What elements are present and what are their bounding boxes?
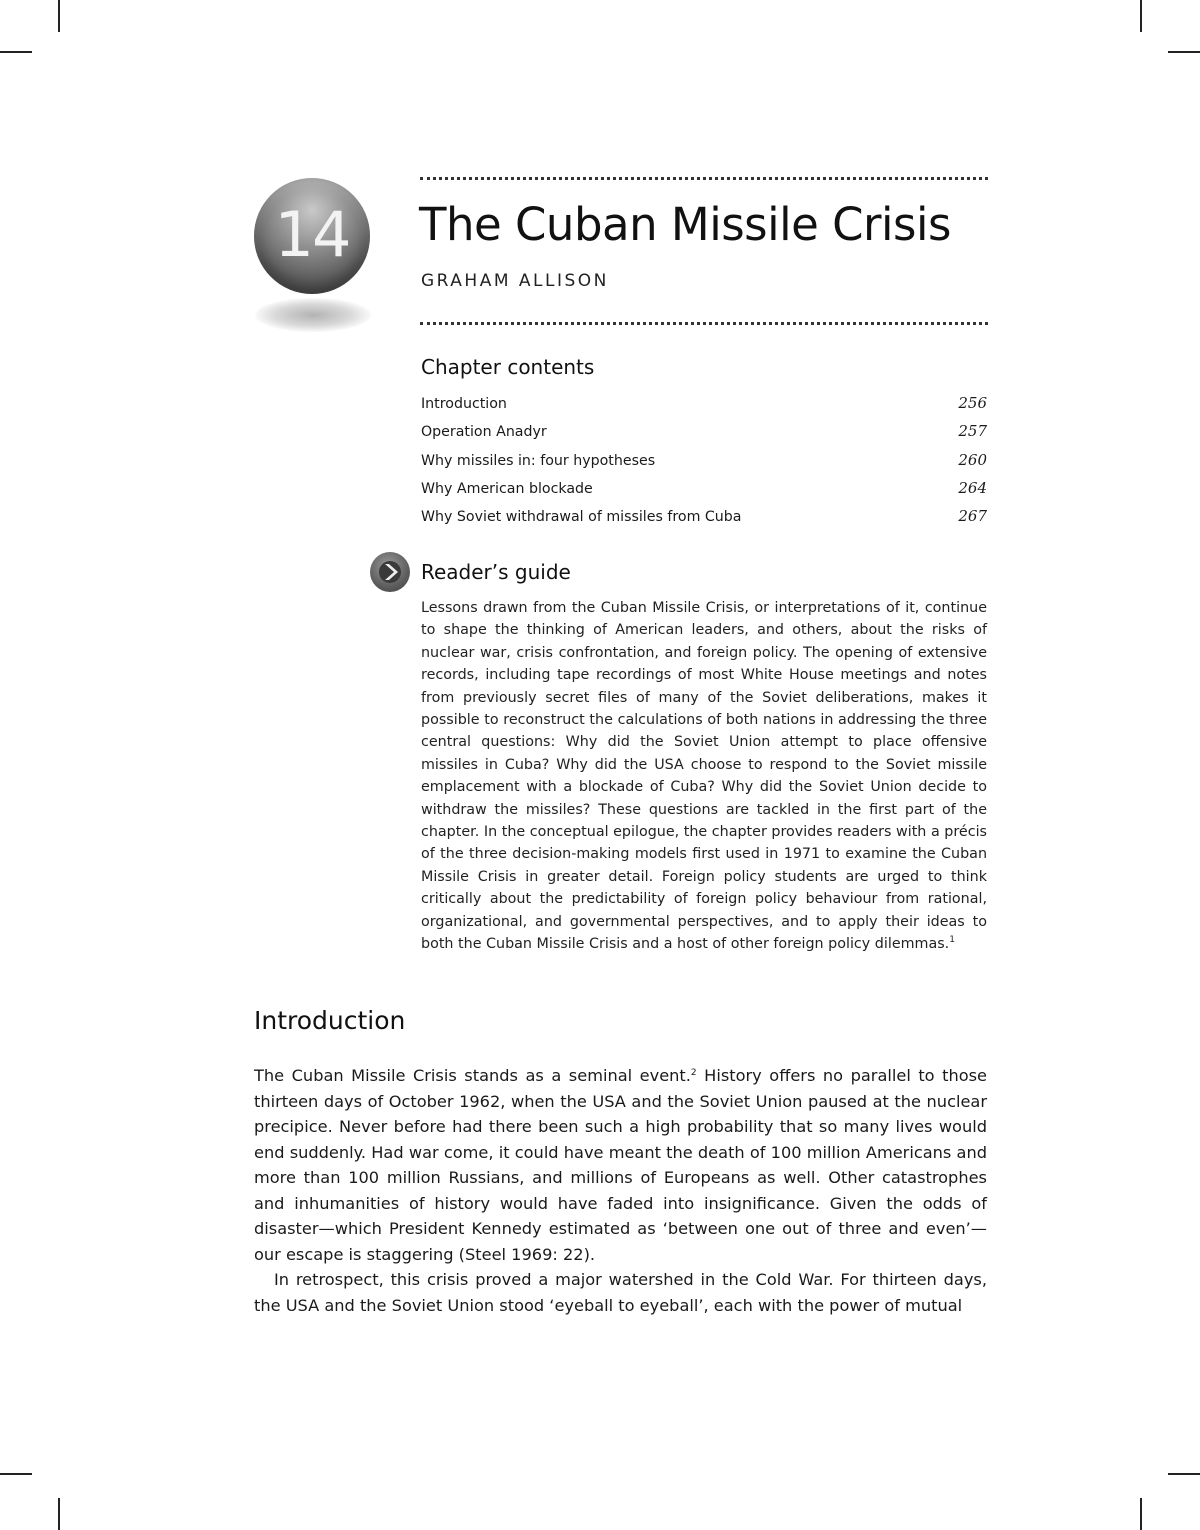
footnote-marker[interactable]: 1 <box>949 935 955 946</box>
readers-guide-text <box>421 597 987 956</box>
crop-mark-top-left-horizontal <box>0 51 32 53</box>
readers-guide-body: Lessons drawn from the Cuban Missile Crisis, or interpretations of it, continue to shape the thinking of American leaders, and others, about the risks of nuclear war, crisis confrontation, and foreign policy. The opening of extensive records, including tape recordings of most White House meetings and notes from previously secret files of many of the Soviet deliberations, makes it possible to reconstruct the calculations of both nations in addressing the three central questions: Why did the Soviet Union attempt to place offensive missiles in Cuba? Why did the USA choose to respond to the Soviet missile emplacement with a blockade of Cuba? Why did the Soviet Union decide to withdraw the missiles? These questions are tackled in the first part of the chapter. In the conceptual epilogue, the chapter provides readers with a précis of the three decision-making models first used in 1971 to examine the Cuban Missile Crisis in greater detail. Foreign policy students are urged to think critically about the predictability of foreign policy behaviour from rational, organizational, and governmental perspectives, and to apply their ideas to both the Cuban Missile Crisis and a host of other foreign policy dilemmas. <box>421 600 987 953</box>
toc-entry[interactable] <box>421 422 987 450</box>
footnote-marker[interactable]: 2 <box>690 1068 697 1078</box>
chapter-contents-list <box>421 394 987 535</box>
chapter-title: The Cuban Missile Crisis <box>419 198 951 251</box>
chapter-contents-heading: Chapter contents <box>421 355 595 379</box>
toc-entry-page: 264 <box>958 478 987 497</box>
crop-mark-bottom-right-horizontal <box>1168 1473 1200 1475</box>
crop-mark-bottom-left-horizontal <box>0 1473 32 1475</box>
toc-entry[interactable] <box>421 479 987 507</box>
toc-entry-label: Introduction <box>421 396 507 412</box>
crop-mark-top-left-vertical <box>58 0 60 32</box>
dotted-rule-top <box>420 177 988 180</box>
chapter-number: 14 <box>274 198 350 271</box>
readers-guide-heading: Reader’s guide <box>421 560 571 584</box>
toc-entry-page: 257 <box>958 422 987 441</box>
paragraph-text: History offers no parallel to those thirteen days of October 1962, when the USA and the Soviet Union paused at the nuclear precipice. Never before had there been such a high probability that so many lives would end suddenly. Had war come, it could have meant the death of 100 million Americans and more than 100 million Russians, and millions of Europeans as well. Other catastrophes and inhumanities of history would have faded into insignificance. Given the odds of disaster—which President Kennedy estimated as ‘between one out of three and even’—our escape is staggering (Steel 1969: 22). <box>254 1066 988 1264</box>
chapter-author: GRAHAM ALLISON <box>421 271 609 291</box>
toc-entry-label: Why Soviet withdrawal of missiles from Cuba <box>421 509 742 526</box>
crop-mark-top-right-vertical <box>1140 0 1142 32</box>
toc-entry-page: 256 <box>958 394 987 412</box>
toc-entry-label: Why American blockade <box>421 480 593 497</box>
toc-entry-page: 260 <box>958 450 987 469</box>
arrow-right-circle-icon <box>370 552 410 592</box>
toc-entry-label: Operation Anadyr <box>421 424 547 441</box>
toc-entry[interactable] <box>421 507 987 535</box>
crop-mark-bottom-left-vertical <box>58 1498 60 1530</box>
toc-entry[interactable] <box>421 394 987 422</box>
dotted-rule-bottom <box>420 322 988 325</box>
chapter-badge-shadow <box>255 298 371 332</box>
chapter-number-badge <box>254 178 370 294</box>
introduction-paragraph: In retrospect, this crisis proved a major watershed in the Cold War. For thirteen days, the USA and the Soviet Union stood ‘eyeball to eyeball’, each with the power of mutual <box>254 1270 987 1315</box>
crop-mark-bottom-right-vertical <box>1140 1498 1142 1530</box>
paragraph-text: The Cuban Missile Crisis stands as a seminal event. <box>254 1066 691 1085</box>
crop-mark-top-right-horizontal <box>1168 51 1200 53</box>
introduction-heading: Introduction <box>254 1006 406 1035</box>
introduction-body <box>254 1063 987 1318</box>
toc-entry-label: Why missiles in: four hypotheses <box>421 452 656 469</box>
introduction-paragraph <box>254 1063 987 1267</box>
toc-entry-page: 267 <box>958 507 987 526</box>
toc-entry[interactable] <box>421 451 987 479</box>
